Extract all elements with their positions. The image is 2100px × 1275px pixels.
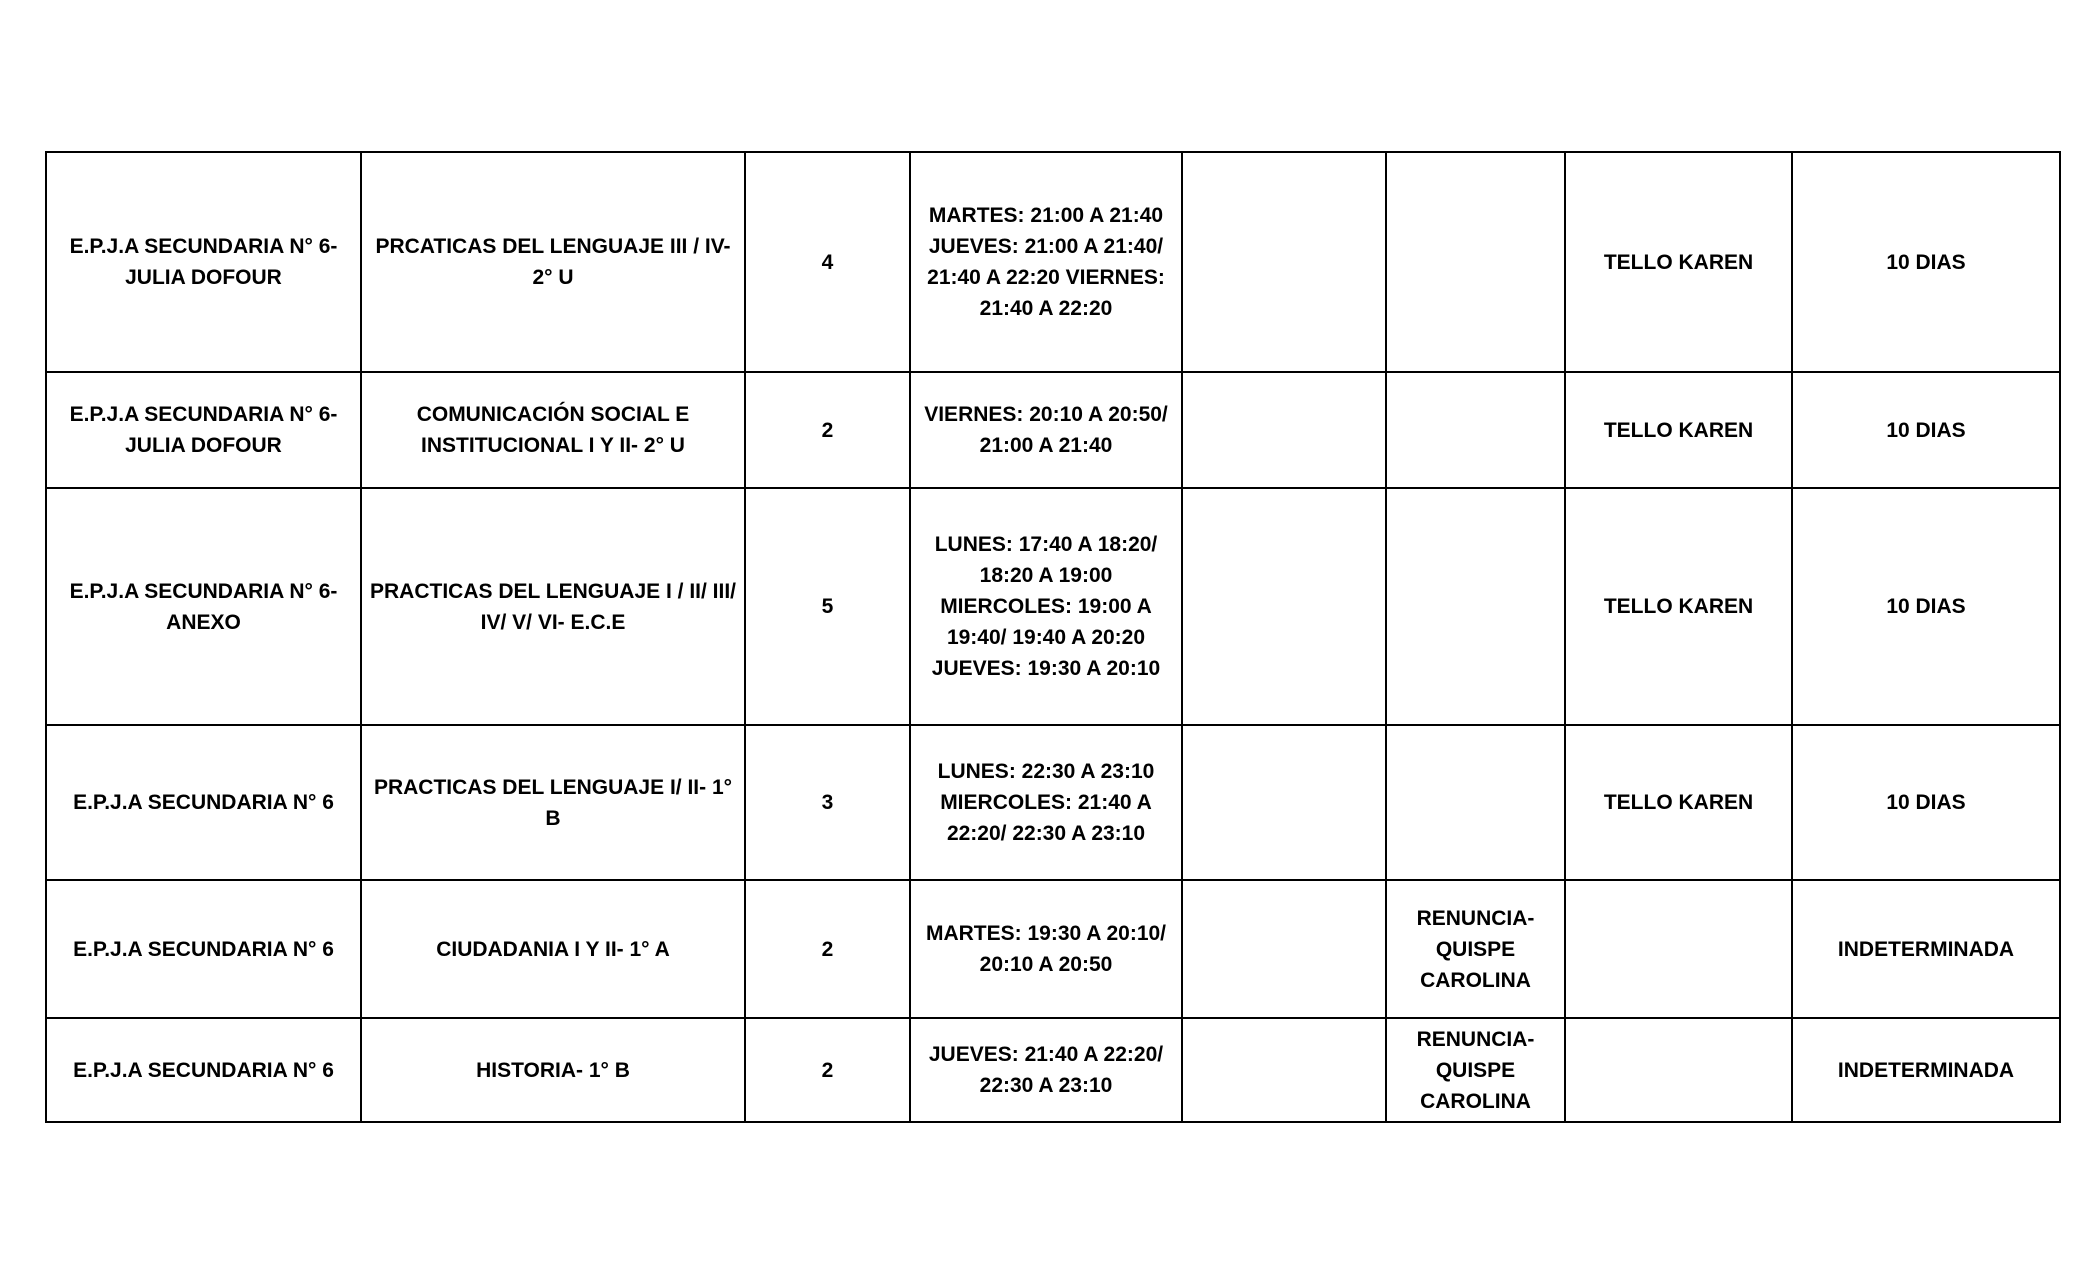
teacher-cell: TELLO KAREN xyxy=(1565,725,1792,880)
empty-cell xyxy=(1182,1018,1386,1122)
empty-cell xyxy=(1182,372,1386,488)
empty-cell xyxy=(1182,880,1386,1018)
table-row xyxy=(46,725,2060,880)
reason-cell xyxy=(1386,372,1565,488)
table-row xyxy=(46,488,2060,725)
school-cell: E.P.J.A SECUNDARIA N° 6 xyxy=(46,1018,361,1122)
reason-cell xyxy=(1386,488,1565,725)
table-row xyxy=(46,372,2060,488)
table-row xyxy=(46,1018,2060,1122)
hours-cell: 3 xyxy=(745,725,910,880)
teacher-cell: TELLO KAREN xyxy=(1565,152,1792,372)
schedule-cell: MARTES: 21:00 A 21:40 JUEVES: 21:00 A 21:40/ 21:40 A 22:20 VIERNES: 21:40 A 22:20 xyxy=(910,152,1182,372)
reason-cell: RENUNCIA- QUISPE CAROLINA xyxy=(1386,1018,1565,1122)
duration-cell: INDETERMINADA xyxy=(1792,1018,2060,1122)
schedule-cell: LUNES: 22:30 A 23:10 MIERCOLES: 21:40 A 22:20/ 22:30 A 23:10 xyxy=(910,725,1182,880)
table-row xyxy=(46,880,2060,1018)
empty-cell xyxy=(1182,152,1386,372)
teacher-cell: TELLO KAREN xyxy=(1565,372,1792,488)
subject-cell: PRACTICAS DEL LENGUAJE I / II/ III/ IV/ V/ VI- E.C.E xyxy=(361,488,745,725)
school-cell: E.P.J.A SECUNDARIA N° 6- ANEXO xyxy=(46,488,361,725)
school-cell: E.P.J.A SECUNDARIA N° 6 xyxy=(46,725,361,880)
schedule-cell: VIERNES: 20:10 A 20:50/ 21:00 A 21:40 xyxy=(910,372,1182,488)
subject-cell: PRACTICAS DEL LENGUAJE I/ II- 1° B xyxy=(361,725,745,880)
subject-cell: HISTORIA- 1° B xyxy=(361,1018,745,1122)
vacancy-table xyxy=(45,151,2061,1123)
duration-cell: 10 DIAS xyxy=(1792,725,2060,880)
hours-cell: 4 xyxy=(745,152,910,372)
duration-cell: 10 DIAS xyxy=(1792,152,2060,372)
school-cell: E.P.J.A SECUNDARIA N° 6- JULIA DOFOUR xyxy=(46,372,361,488)
reason-cell: RENUNCIA- QUISPE CAROLINA xyxy=(1386,880,1565,1018)
school-cell: E.P.J.A SECUNDARIA N° 6 xyxy=(46,880,361,1018)
schedule-cell: LUNES: 17:40 A 18:20/ 18:20 A 19:00 MIERCOLES: 19:00 A 19:40/ 19:40 A 20:20 JUEVES: 19:30 A 20:10 xyxy=(910,488,1182,725)
teacher-cell xyxy=(1565,1018,1792,1122)
reason-cell xyxy=(1386,725,1565,880)
teacher-cell: TELLO KAREN xyxy=(1565,488,1792,725)
empty-cell xyxy=(1182,725,1386,880)
schedule-cell: JUEVES: 21:40 A 22:20/ 22:30 A 23:10 xyxy=(910,1018,1182,1122)
duration-cell: 10 DIAS xyxy=(1792,488,2060,725)
subject-cell: PRCATICAS DEL LENGUAJE III / IV- 2° U xyxy=(361,152,745,372)
hours-cell: 2 xyxy=(745,372,910,488)
hours-cell: 2 xyxy=(745,880,910,1018)
hours-cell: 2 xyxy=(745,1018,910,1122)
table-row xyxy=(46,152,2060,372)
teacher-cell xyxy=(1565,880,1792,1018)
schedule-cell: MARTES: 19:30 A 20:10/ 20:10 A 20:50 xyxy=(910,880,1182,1018)
hours-cell: 5 xyxy=(745,488,910,725)
duration-cell: INDETERMINADA xyxy=(1792,880,2060,1018)
empty-cell xyxy=(1182,488,1386,725)
duration-cell: 10 DIAS xyxy=(1792,372,2060,488)
subject-cell: CIUDADANIA I Y II- 1° A xyxy=(361,880,745,1018)
subject-cell: COMUNICACIÓN SOCIAL E INSTITUCIONAL I Y II- 2° U xyxy=(361,372,745,488)
school-cell: E.P.J.A SECUNDARIA N° 6- JULIA DOFOUR xyxy=(46,152,361,372)
reason-cell xyxy=(1386,152,1565,372)
